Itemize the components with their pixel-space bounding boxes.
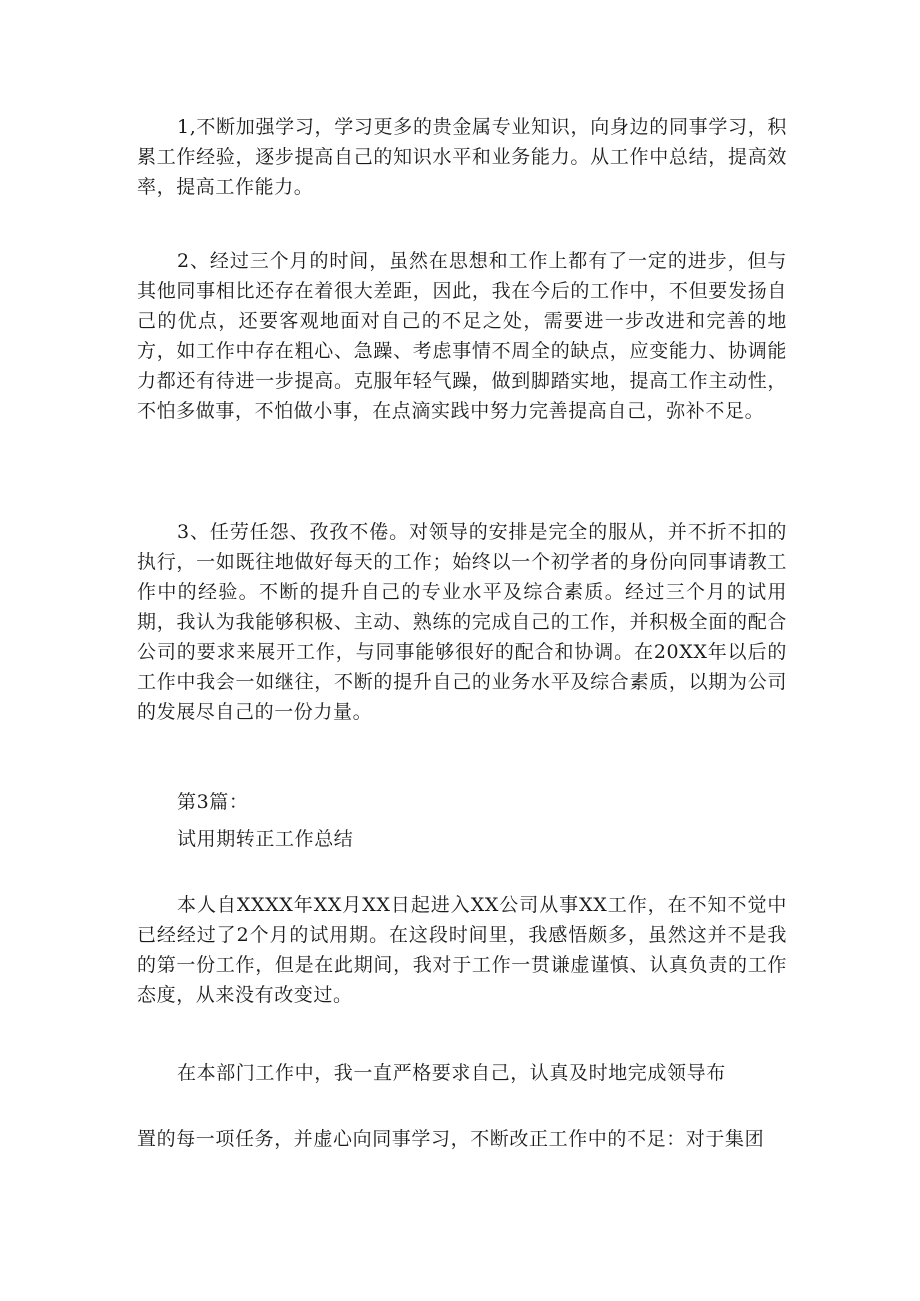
- paragraph-3: 3、任劳任怨、孜孜不倦。对领导的安排是完全的服从，并不折不扣的执行，一如既往地做好每天的工作；始终以一个初学者的身份向同事请教工作中的经验。不断的提升自己的专业水平及综合素质。经过三个月的试用期，我认为我能够积极、主动、熟练的完成自己的工作，并积极全面的配合公司的要求来展开工作，与同事能够很好的配合和协调。在20XX年以后的工作中我会一如继往，不断的提升自己的业务水平及综合素质，以期为公司的发展尽自己的一份力量。: [137, 521, 787, 723]
- paragraph-1: 1,不断加强学习，学习更多的贵金属专业知识，向身边的同事学习，积累工作经验，逐步提高自己的知识水平和业务能力。从工作中总结，提高效率，提高工作能力。: [137, 116, 787, 198]
- paragraph-2: 2、经过三个月的时间，虽然在思想和工作上都有了一定的进步，但与其他同事相比还存在着很大差距，因此，我在今后的工作中，不但要发扬自己的优点，还要客观地面对自己的不足之处，需要进一步改进和完善的地方，如工作中存在粗心、急躁、考虑事情不周全的缺点，应变能力、协调能力都还有待进一步提高。克服年轻气躁，做到脚踏实地，提高工作主动性，不怕多做事，不怕做小事，在点滴实践中努力完善提高自己，弥补不足。: [137, 250, 787, 422]
- section-title: 试用期转正工作总结: [177, 828, 354, 850]
- paragraph-5: 在本部门工作中，我一直严格要求自己，认真及时地完成领导布: [177, 1062, 726, 1084]
- paragraph-4: 本人自XXXX年XX月XX日起进入XX公司从事XX工作，在不知不觉中已经经过了2个月的试用期。在这段时间里，我感悟颇多，虽然这并不是我的第一份工作，但是在此期间，我对于工作一贯谦虚谨慎、认真负责的工作态度，从来没有改变过。: [137, 894, 787, 1006]
- section-heading: 第3篇：: [177, 791, 249, 813]
- paragraph-6: 置的每一项任务，并虚心向同事学习，不断改正工作中的不足：对于集团: [137, 1128, 765, 1150]
